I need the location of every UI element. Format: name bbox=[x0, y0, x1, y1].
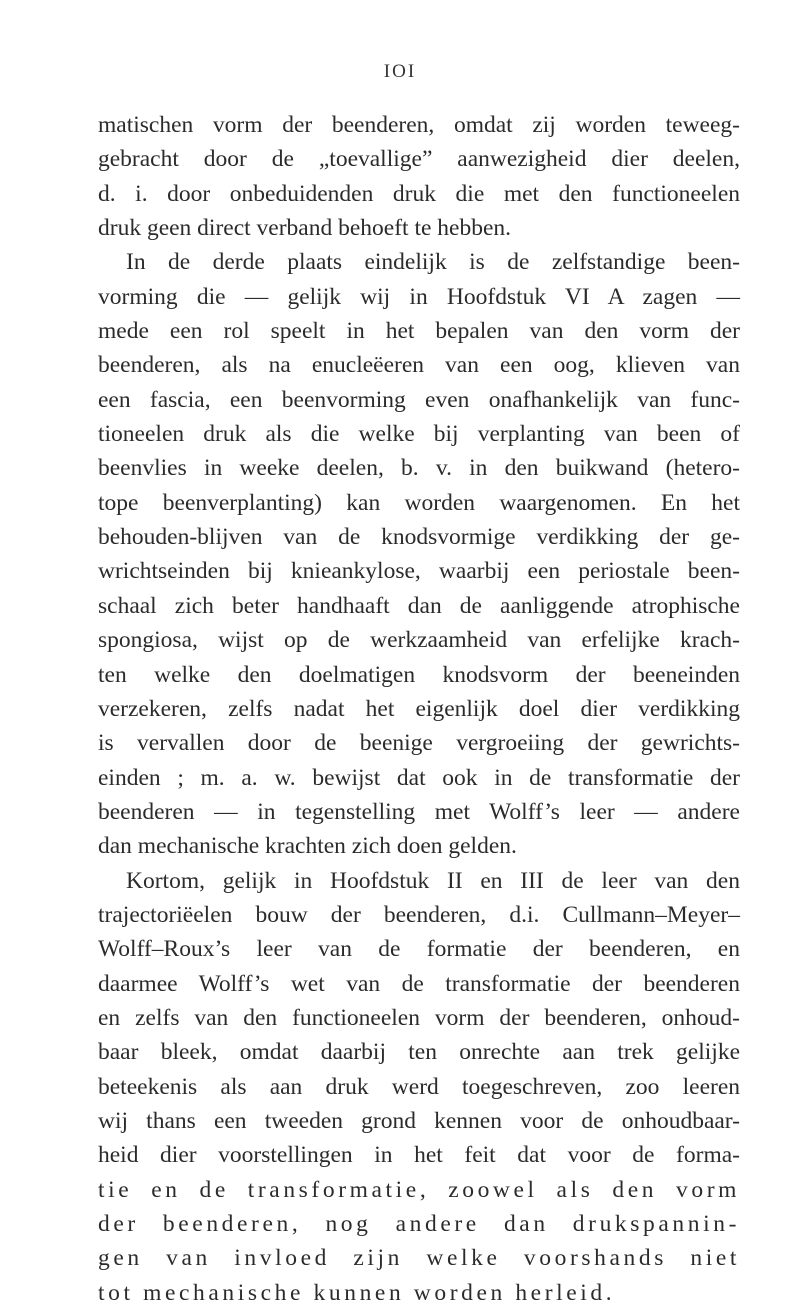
text-line: mede een rol speelt in het bepalen van den vorm der bbox=[98, 318, 740, 345]
page-number: IOI bbox=[383, 61, 417, 82]
emphasized-line: der beenderen, nog andere dan drukspannin- bbox=[98, 1211, 740, 1237]
text-line: is vervallen door de beenige vergroeiing der gewrichts- bbox=[98, 730, 740, 757]
text-line: dan mechanische krachten zich doen gelden. bbox=[98, 833, 517, 860]
text-line: tioneelen druk als die welke bij verplanting van been of bbox=[98, 421, 740, 448]
paragraph-start: In de derde plaats eindelijk is de zelfstandige been- bbox=[126, 249, 740, 276]
text-line: beenderen — in tegenstelling met Wolff’s leer — andere bbox=[98, 798, 740, 825]
text-line: wrichtseinden bij knieankylose, waarbij een periostale been- bbox=[98, 558, 740, 585]
text-line: en zelfs van den functioneelen vorm der beenderen, onhoud- bbox=[98, 1004, 740, 1031]
text-line: een fascia, een beenvorming even onafhankelijk van func- bbox=[98, 386, 740, 413]
text-line: d. i. door onbeduidenden druk die met den functioneelen bbox=[98, 180, 740, 207]
text-line: druk geen direct verband behoeft te hebben. bbox=[98, 215, 512, 242]
text-line: daarmee Wolff’s wet van de transformatie der beenderen bbox=[98, 970, 740, 997]
text-line: verzekeren, zelfs nadat het eigenlijk doel dier verdikking bbox=[98, 695, 740, 722]
text-line: schaal zich beter handhaaft dan de aanliggende atrophische bbox=[98, 592, 740, 619]
text-line: beenderen, als na enucleëeren van een oog, klieven van bbox=[98, 352, 740, 379]
text-line: matischen vorm der beenderen, omdat zij worden teweeg- bbox=[98, 112, 740, 138]
text-line: wij thans een tweeden grond kennen voor de onhoudbaar- bbox=[98, 1107, 740, 1134]
text-line: gebracht door de „toevallige” aanwezigheid dier deelen, bbox=[98, 146, 740, 173]
text-line: baar bleek, omdat daarbij ten onrechte aan trek gelijke bbox=[98, 1039, 740, 1066]
text-line: tope beenverplanting) kan worden waargenomen. En het bbox=[98, 489, 740, 516]
paragraph-start: Kortom, gelijk in Hoofdstuk II en III de leer van den bbox=[126, 867, 740, 894]
emphasized-line: gen van invloed zijn welke voorshands niet bbox=[98, 1245, 740, 1272]
text-line: trajectoriëelen bouw der beenderen, d.i. Cullmann–Meyer– bbox=[98, 901, 740, 928]
text-line: spongiosa, wijst op de werkzaamheid van erfelijke krach- bbox=[98, 627, 740, 654]
text-line: vorming die — gelijk wij in Hoofdstuk VI A zagen — bbox=[98, 283, 740, 310]
body-text bbox=[98, 108, 740, 1310]
text-line: beteekenis als aan druk werd toegeschreven, zoo leeren bbox=[98, 1073, 740, 1100]
text-line: beenvlies in weeke deelen, b. v. in den buikwand (hetero- bbox=[98, 455, 740, 482]
text-line: behouden-blijven van de knodsvormige verdikking der ge- bbox=[98, 524, 740, 551]
text-line: heid dier voorstellingen in het feit dat voor de forma- bbox=[98, 1142, 740, 1169]
text-line: Wolff–Roux’s leer van de formatie der beenderen, en bbox=[98, 936, 740, 963]
text-line: einden ; m. a. w. bewijst dat ook in de transformatie der bbox=[98, 764, 740, 791]
text-line: ten welke den doelmatigen knodsvorm der beeneinden bbox=[98, 661, 740, 688]
emphasized-line: tie en de transformatie, zoowel als den vorm bbox=[98, 1176, 740, 1203]
emphasized-line: tot mechanische kunnen worden herleid. bbox=[98, 1279, 616, 1306]
